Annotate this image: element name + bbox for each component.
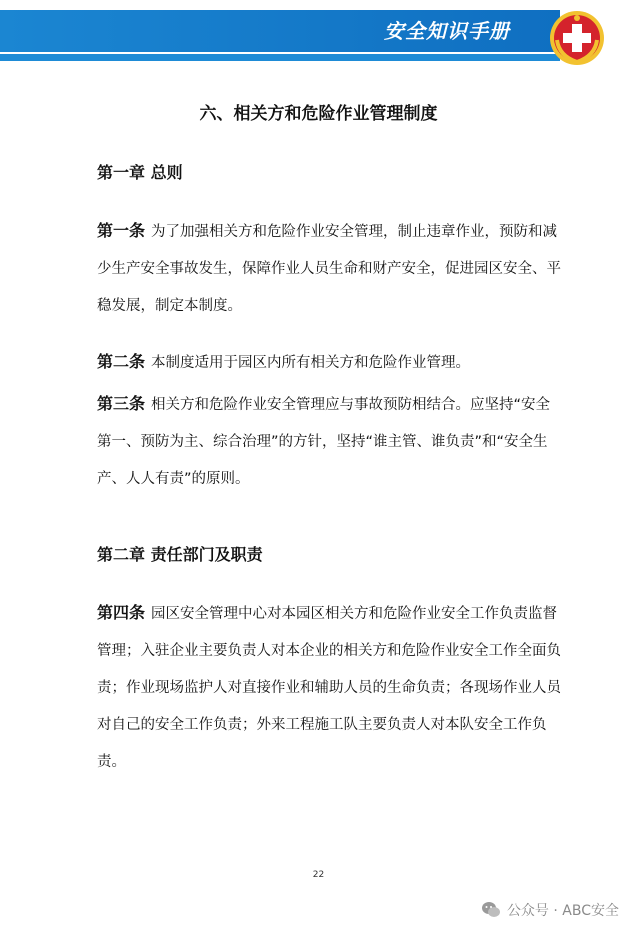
wechat-icon <box>481 900 501 920</box>
article-1-text: 为了加强相关方和危险作业安全管理，制止违章作业，预防和减少生产安全事故发生，保障作业人员生命和财产安全，促进园区安全、平稳发展，制定本制度。 <box>97 224 561 314</box>
article-4-text: 园区安全管理中心对本园区相关方和危险作业安全工作负责监督管理；入驻企业主要负责人对本企业的相关方和危险作业安全工作全面负责；作业现场监护人对直接作业和辅助人员的生命负责；各现场作业人员对自己的安全工作负责；外来工程施工队主要负责人对本队安全工作负责。 <box>97 606 561 770</box>
chapter-1-title: 第一章 总则 <box>97 163 183 182</box>
article-3 <box>97 385 562 498</box>
header-underline <box>0 54 560 61</box>
page-number: 22 <box>312 870 325 880</box>
header-title: 安全知识手册 <box>384 19 510 43</box>
article-4 <box>97 594 562 781</box>
page-heading: 六、相关方和危险作业管理制度 <box>199 104 438 124</box>
article-3-text: 相关方和危险作业安全管理应与事故预防相结合。应坚持“安全第一、预防为主、综合治理”的方针，坚持“谁主管、谁负责”和“安全生产、人人有责”的原则。 <box>97 397 551 487</box>
header-bar <box>0 10 560 60</box>
article-2-label: 第二条 <box>97 352 146 371</box>
article-4-label: 第四条 <box>97 603 146 622</box>
article-2 <box>97 343 562 382</box>
watermark <box>481 900 619 920</box>
article-2-text: 本制度适用于园区内所有相关方和危险作业管理。 <box>151 355 471 371</box>
watermark-text: 公众号 · ABC安全 <box>506 903 619 919</box>
chapter-2-title: 第二章 责任部门及职责 <box>97 545 263 564</box>
red-cross-shield-emblem-icon <box>549 10 605 66</box>
article-1-label: 第一条 <box>97 221 146 240</box>
article-1 <box>97 212 562 325</box>
article-3-label: 第三条 <box>97 394 146 413</box>
